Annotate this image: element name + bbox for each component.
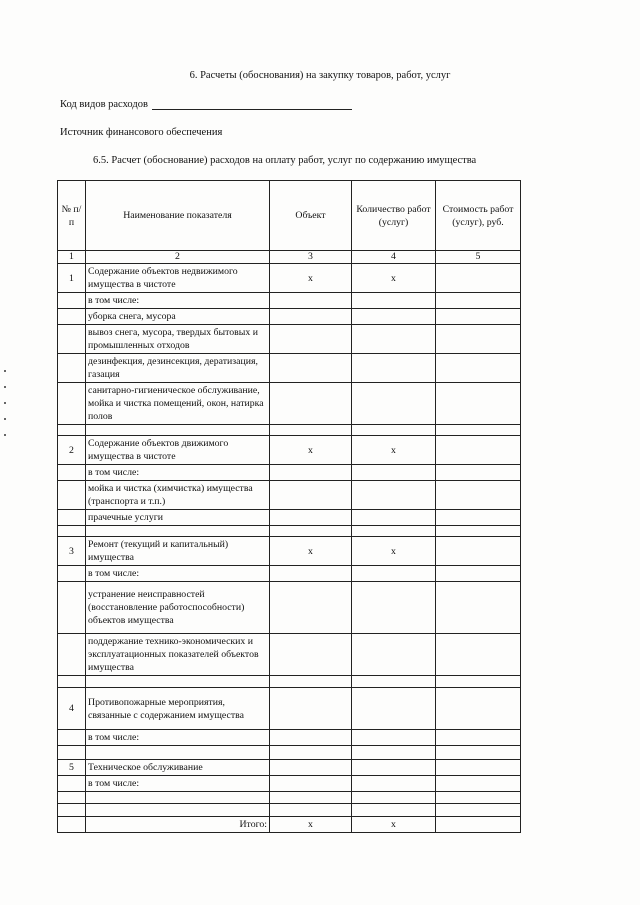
row-quantity-cell[interactable] (352, 760, 436, 776)
row-quantity-cell[interactable]: x (352, 264, 436, 293)
row-object-cell[interactable] (270, 425, 352, 436)
row-name-cell: в том числе: (86, 465, 270, 481)
table-row (58, 293, 521, 309)
row-object-cell[interactable] (270, 510, 352, 526)
table-row (58, 688, 521, 730)
funding-source-label: Источник финансового обеспечения (60, 127, 223, 138)
header-object: Объект (270, 181, 352, 251)
row-object-cell[interactable] (270, 293, 352, 309)
row-quantity-cell[interactable] (352, 804, 436, 817)
row-number-cell: 5 (58, 760, 86, 776)
table-row (58, 325, 521, 354)
row-name-cell: в том числе: (86, 566, 270, 582)
table-row (58, 760, 521, 776)
row-cost-cell[interactable] (436, 537, 521, 566)
table-row (58, 436, 521, 465)
row-object-cell[interactable] (270, 309, 352, 325)
total-row (58, 817, 521, 833)
row-quantity-cell[interactable] (352, 465, 436, 481)
row-number-cell: 2 (58, 436, 86, 465)
row-cost-cell[interactable] (436, 746, 521, 760)
row-object-cell[interactable] (270, 582, 352, 634)
table-row (58, 264, 521, 293)
row-number-cell (58, 383, 86, 425)
column-number: 5 (436, 251, 521, 264)
row-quantity-cell[interactable] (352, 566, 436, 582)
row-object-cell[interactable] (270, 325, 352, 354)
column-number: 2 (86, 251, 270, 264)
row-cost-cell[interactable] (436, 510, 521, 526)
row-number-cell (58, 309, 86, 325)
row-cost-cell[interactable] (436, 688, 521, 730)
row-object-cell[interactable] (270, 804, 352, 817)
column-numbers-row (58, 251, 521, 264)
header-num: № п/п (58, 181, 86, 251)
row-cost-cell[interactable] (436, 293, 521, 309)
header-cost: Стоимость работ (услуг), руб. (436, 181, 521, 251)
row-number-cell (58, 776, 86, 792)
column-number: 1 (58, 251, 86, 264)
table-row (58, 730, 521, 746)
table-row (58, 566, 521, 582)
row-number-cell (58, 425, 86, 436)
row-name-cell: Содержание объектов недвижимого имущества в чистоте (86, 264, 270, 293)
row-name-cell: в том числе: (86, 293, 270, 309)
row-name-cell: в том числе: (86, 776, 270, 792)
row-quantity-cell[interactable]: x (352, 537, 436, 566)
expense-code-label: Код видов расходов (60, 99, 148, 110)
row-cost-cell[interactable] (436, 465, 521, 481)
row-name-cell: устранение неисправностей (восстановление работоспособности) объектов имущества (86, 582, 270, 634)
row-quantity-cell[interactable] (352, 293, 436, 309)
row-number-cell: 4 (58, 688, 86, 730)
row-quantity-cell[interactable] (352, 526, 436, 537)
table-row (58, 309, 521, 325)
row-name-cell: прачечные услуги (86, 510, 270, 526)
funding-source-line (60, 127, 222, 138)
row-name-cell: Техническое обслуживание (86, 760, 270, 776)
row-object-cell[interactable] (270, 746, 352, 760)
row-object-cell[interactable] (270, 465, 352, 481)
row-quantity-cell[interactable]: x (352, 436, 436, 465)
row-object-cell[interactable] (270, 526, 352, 537)
row-object-cell[interactable] (270, 481, 352, 510)
row-number-cell (58, 676, 86, 688)
row-cost-cell[interactable] (436, 634, 521, 676)
row-number-cell (58, 526, 86, 537)
row-quantity-cell[interactable] (352, 582, 436, 634)
expense-code-blank[interactable] (152, 99, 352, 110)
row-number-cell: 3 (58, 537, 86, 566)
row-name-cell (86, 804, 270, 817)
expense-code-line (60, 99, 352, 110)
row-number-cell (58, 325, 86, 354)
row-quantity-cell[interactable] (352, 746, 436, 760)
row-number-cell (58, 465, 86, 481)
header-name: Наименование показателя (86, 181, 270, 251)
table-row (58, 676, 521, 688)
row-cost-cell[interactable] (436, 566, 521, 582)
total-label: Итого: (86, 817, 270, 833)
table-row (58, 582, 521, 634)
row-quantity-cell[interactable] (352, 730, 436, 746)
row-number-cell (58, 566, 86, 582)
row-cost-cell[interactable] (436, 264, 521, 293)
total-cost-cell[interactable] (436, 817, 521, 833)
row-cost-cell[interactable] (436, 436, 521, 465)
row-number-cell (58, 634, 86, 676)
row-quantity-cell[interactable] (352, 425, 436, 436)
row-name-cell: поддержание технико-экономических и эксплуатационных показателей объектов имущества (86, 634, 270, 676)
row-name-cell: Ремонт (текущий и капитальный) имущества (86, 537, 270, 566)
table-row (58, 804, 521, 817)
row-cost-cell[interactable] (436, 760, 521, 776)
table-row (58, 776, 521, 792)
table-row (58, 792, 521, 804)
row-object-cell[interactable] (270, 730, 352, 746)
row-number-cell (58, 293, 86, 309)
row-object-cell[interactable] (270, 776, 352, 792)
row-cost-cell[interactable] (436, 425, 521, 436)
calculation-table (57, 180, 521, 833)
row-name-cell (86, 676, 270, 688)
row-quantity-cell[interactable] (352, 634, 436, 676)
row-cost-cell[interactable] (436, 792, 521, 804)
row-name-cell: мойка и чистка (химчистка) имущества (транспорта и т.п.) (86, 481, 270, 510)
row-cost-cell[interactable] (436, 526, 521, 537)
row-object-cell[interactable]: x (270, 264, 352, 293)
row-number-cell (58, 804, 86, 817)
row-quantity-cell[interactable] (352, 481, 436, 510)
table-row (58, 425, 521, 436)
row-object-cell[interactable] (270, 676, 352, 688)
row-number-cell (58, 746, 86, 760)
row-quantity-cell[interactable] (352, 354, 436, 383)
row-number-cell (58, 792, 86, 804)
row-name-cell (86, 746, 270, 760)
row-cost-cell[interactable] (436, 730, 521, 746)
row-cost-cell[interactable] (436, 354, 521, 383)
row-quantity-cell[interactable] (352, 325, 436, 354)
row-quantity-cell[interactable] (352, 792, 436, 804)
row-number-cell (58, 510, 86, 526)
header-quantity: Количество работ (услуг) (352, 181, 436, 251)
row-object-cell[interactable] (270, 792, 352, 804)
row-name-cell: в том числе: (86, 730, 270, 746)
row-object-cell[interactable]: x (270, 436, 352, 465)
row-object-cell[interactable] (270, 354, 352, 383)
section-title: 6. Расчеты (обоснования) на закупку товаров, работ, услуг (189, 70, 451, 81)
row-quantity-cell[interactable] (352, 688, 436, 730)
row-object-cell[interactable] (270, 760, 352, 776)
row-object-cell[interactable] (270, 634, 352, 676)
table-row (58, 465, 521, 481)
row-quantity-cell[interactable] (352, 510, 436, 526)
row-name-cell (86, 526, 270, 537)
row-cost-cell[interactable] (436, 582, 521, 634)
row-object-cell[interactable] (270, 688, 352, 730)
row-name-cell: Содержание объектов движимого имущества в чистоте (86, 436, 270, 465)
row-cost-cell[interactable] (436, 325, 521, 354)
table-row (58, 510, 521, 526)
row-quantity-cell[interactable] (352, 309, 436, 325)
table-body (58, 264, 521, 817)
row-name-cell (86, 792, 270, 804)
row-quantity-cell[interactable] (352, 383, 436, 425)
row-number-cell (58, 730, 86, 746)
row-name-cell: Противопожарные мероприятия, связанные с содержанием имущества (86, 688, 270, 730)
row-name-cell: вывоз снега, мусора, твердых бытовых и промышленных отходов (86, 325, 270, 354)
row-cost-cell[interactable] (436, 481, 521, 510)
row-cost-cell[interactable] (436, 676, 521, 688)
row-name-cell (86, 425, 270, 436)
row-name-cell: дезинфекция, дезинсекция, дератизация, газация (86, 354, 270, 383)
row-object-cell[interactable] (270, 566, 352, 582)
row-object-cell[interactable] (270, 383, 352, 425)
table-row (58, 537, 521, 566)
row-quantity-cell[interactable] (352, 676, 436, 688)
total-quantity-cell: x (352, 817, 436, 833)
total-object-cell: x (270, 817, 352, 833)
column-number: 3 (270, 251, 352, 264)
row-object-cell[interactable]: x (270, 537, 352, 566)
table-row (58, 481, 521, 510)
table-header-row (58, 181, 521, 251)
row-cost-cell[interactable] (436, 776, 521, 792)
row-cost-cell[interactable] (436, 804, 521, 817)
row-cost-cell[interactable] (436, 383, 521, 425)
table-row (58, 746, 521, 760)
total-num-cell (58, 817, 86, 833)
row-quantity-cell[interactable] (352, 776, 436, 792)
row-number-cell: 1 (58, 264, 86, 293)
row-number-cell (58, 481, 86, 510)
row-name-cell: уборка снега, мусора (86, 309, 270, 325)
subsection-title: 6.5. Расчет (обоснование) расходов на оплату работ, услуг по содержанию имущества (93, 155, 477, 166)
row-number-cell (58, 582, 86, 634)
table-row (58, 383, 521, 425)
column-number: 4 (352, 251, 436, 264)
scan-margin-marks (4, 370, 7, 450)
table-row (58, 634, 521, 676)
row-name-cell: санитарно-гигиеническое обслуживание, мойка и чистка помещений, окон, натирка полов (86, 383, 270, 425)
table-row (58, 354, 521, 383)
row-number-cell (58, 354, 86, 383)
row-cost-cell[interactable] (436, 309, 521, 325)
table-row (58, 526, 521, 537)
